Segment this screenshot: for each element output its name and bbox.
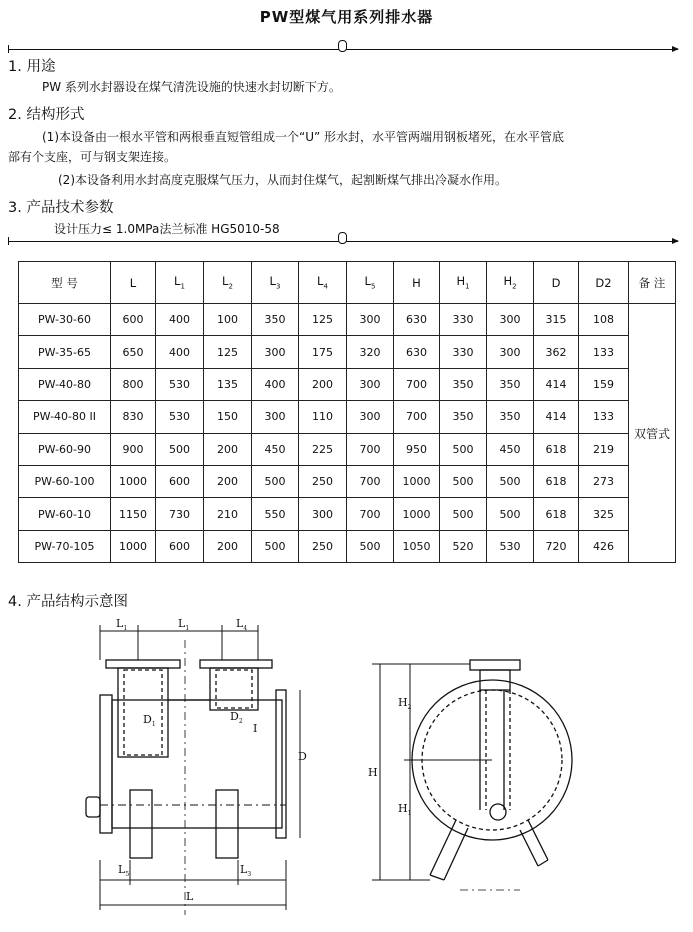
svg-text:D1: $D_1$ [143,713,156,728]
table-cell: 1000 [394,465,440,497]
divider-notch [338,40,347,52]
section-heading-params: 3. 产品技术参数 [8,200,114,216]
table-cell: 300 [252,401,299,433]
table-cell: 730 [156,498,204,530]
table-cell: 300 [347,304,394,336]
table-cell: 450 [487,433,534,465]
table-cell: 400 [156,304,204,336]
section-text-structure-2: 部有个支座，可与钢支架连接。 [8,150,177,164]
divider-tick [8,45,9,53]
svg-text:L: L [186,890,194,903]
table-cell: 125 [299,304,347,336]
table-cell: 200 [204,433,252,465]
table-cell: 400 [252,368,299,400]
table-cell: PW-40-80 [19,368,111,400]
section-heading-structure: 2. 结构形式 [8,107,85,123]
svg-text:D2: $D_2$ [230,710,243,725]
table-cell: 630 [394,336,440,368]
table-header-cell: $L_3$ [252,262,299,304]
svg-text:I: I [253,722,258,735]
table-cell: 720 [534,530,579,562]
table-cell: 219 [579,433,629,465]
table-cell: 530 [156,401,204,433]
table-cell: 350 [487,401,534,433]
table-header-cell: $H_2$ [487,262,534,304]
table-row [19,336,676,368]
table-header-cell: H [394,262,440,304]
table-cell: 450 [252,433,299,465]
table-cell: 330 [440,304,487,336]
table-cell: 500 [440,433,487,465]
table-row [19,433,676,465]
table-cell: 330 [440,336,487,368]
table-cell: 830 [111,401,156,433]
table-header-cell: $H_1$ [440,262,487,304]
table-cell: 550 [252,498,299,530]
table-cell: 300 [487,304,534,336]
table-header-row [19,262,676,304]
table-cell: 950 [394,433,440,465]
table-cell: 600 [156,530,204,562]
table-cell: 650 [111,336,156,368]
table-cell: 500 [440,465,487,497]
table-cell: PW-35-65 [19,336,111,368]
table-header-cell: $L_4$ [299,262,347,304]
divider-notch [338,232,347,244]
table-cell: 700 [347,433,394,465]
table-cell: 250 [299,530,347,562]
table-cell: 300 [347,368,394,400]
table-cell: 618 [534,498,579,530]
table-cell: 1000 [394,498,440,530]
table-header-cell: $L_2$ [204,262,252,304]
table-cell: 150 [204,401,252,433]
table-cell: 500 [487,465,534,497]
table-cell: 1000 [111,465,156,497]
table-cell: 600 [156,465,204,497]
table-cell: 520 [440,530,487,562]
table-cell: 133 [579,401,629,433]
section-text-params: 设计压力≤ 1.0MPa法兰标准 HG5010-58 [54,222,280,236]
table-row [19,530,676,562]
table-cell: 350 [440,401,487,433]
table-cell: 315 [534,304,579,336]
svg-text:L1: $L_1$ [116,617,128,632]
table-cell: 325 [579,498,629,530]
table-cell: 600 [111,304,156,336]
table-row [19,401,676,433]
table-header-cell: D [534,262,579,304]
table-cell: 700 [347,498,394,530]
svg-text:L5: $L_5$ [118,863,130,878]
table-cell: 200 [204,465,252,497]
divider-tick [8,237,9,245]
svg-text:H1: $H_1$ [398,802,412,817]
spec-table [18,261,676,563]
svg-text:H2: $H_2$ [398,696,412,711]
table-cell: 250 [299,465,347,497]
table-cell: 500 [156,433,204,465]
table-cell: 110 [299,401,347,433]
table-cell: 500 [440,498,487,530]
svg-text:L3: $L_3$ [240,863,252,878]
table-cell: 1000 [111,530,156,562]
table-cell: PW-60-10 [19,498,111,530]
table-cell: 300 [347,401,394,433]
table-cell: 700 [394,401,440,433]
section-text-structure-1: (1)本设备由一根水平管和两根垂直短管组成一个“U” 形水封，水平管两端用钢板堵死，在水平管底 [42,130,565,144]
table-cell: 100 [204,304,252,336]
table-cell: 350 [252,304,299,336]
table-cell: 500 [487,498,534,530]
table-row [19,304,676,336]
table-cell: 273 [579,465,629,497]
table-header-cell: 备 注 [629,262,676,304]
section-heading-diagram: 4. 产品结构示意图 [8,594,128,610]
table-cell: 618 [534,433,579,465]
table-cell: 500 [252,530,299,562]
table-header-cell: $L_1$ [156,262,204,304]
divider-arrow [672,238,679,244]
table-cell: 500 [347,530,394,562]
table-cell: 300 [299,498,347,530]
table-cell: 900 [111,433,156,465]
table-remark-cell: 双管式 [629,304,676,563]
section-text-structure-3: (2)本设备利用水封高度克服煤气压力，从而封住煤气，起割断煤气排出冷凝水作用。 [58,173,508,187]
table-cell: 350 [440,368,487,400]
table-row [19,498,676,530]
table-cell: 125 [204,336,252,368]
table-row [19,465,676,497]
table-cell: 133 [579,336,629,368]
table-cell: 800 [111,368,156,400]
table-cell: 225 [299,433,347,465]
table-cell: 426 [579,530,629,562]
svg-text:D: D [298,750,307,763]
table-cell: 200 [299,368,347,400]
table-row [19,368,676,400]
table-cell: 1050 [394,530,440,562]
table-header-cell: 型 号 [19,262,111,304]
table-cell: 135 [204,368,252,400]
table-cell: 530 [156,368,204,400]
structure-diagram [0,612,693,928]
table-cell: 300 [252,336,299,368]
table-cell: 300 [487,336,534,368]
table-cell: 362 [534,336,579,368]
table-cell: 700 [347,465,394,497]
table-cell: 500 [252,465,299,497]
table-cell: 630 [394,304,440,336]
table-cell: 400 [156,336,204,368]
table-cell: 159 [579,368,629,400]
table-cell: 175 [299,336,347,368]
svg-text:L1: $L_1$ [178,617,190,632]
table-cell: 320 [347,336,394,368]
svg-text:L4: $L_4$ [236,617,248,632]
table-header-cell: L [111,262,156,304]
table-cell: PW-40-80 II [19,401,111,433]
table-cell: 700 [394,368,440,400]
section-text-use: PW 系列水封器设在煤气清洗设施的快速水封切断下方。 [42,80,341,94]
table-cell: PW-30-60 [19,304,111,336]
table-header-cell: $L_5$ [347,262,394,304]
page-title: PW型煤气用系列排水器 [259,8,434,26]
table-header-cell: D2 [579,262,629,304]
svg-text:H: H [368,766,378,779]
table-cell: PW-70-105 [19,530,111,562]
table-cell: 210 [204,498,252,530]
table-cell: 414 [534,368,579,400]
table-cell: 1150 [111,498,156,530]
table-cell: 618 [534,465,579,497]
table-cell: 350 [487,368,534,400]
table-cell: 200 [204,530,252,562]
table-cell: 108 [579,304,629,336]
table-cell: 414 [534,401,579,433]
divider-arrow [672,46,679,52]
table-cell: PW-60-90 [19,433,111,465]
table-cell: PW-60-100 [19,465,111,497]
table-cell: 530 [487,530,534,562]
section-heading-use: 1. 用途 [8,59,56,75]
